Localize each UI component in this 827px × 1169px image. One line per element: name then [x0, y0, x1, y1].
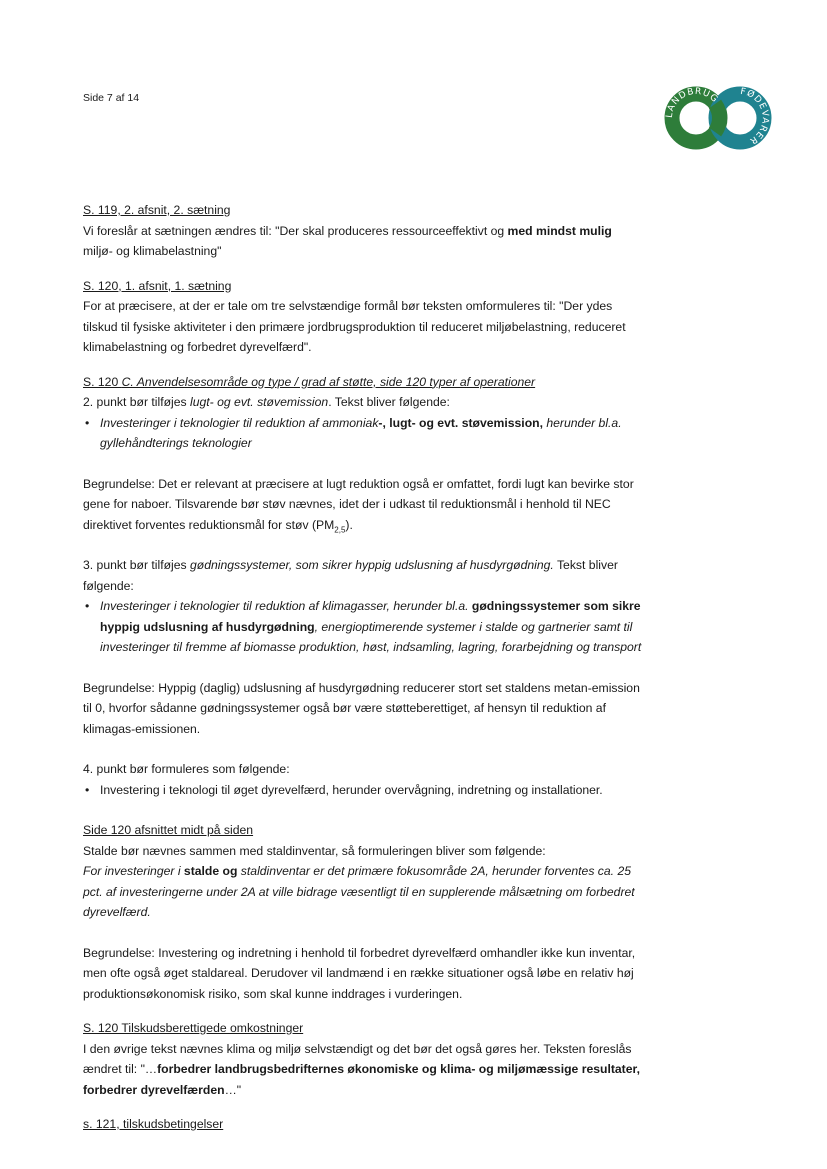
paragraph: Begrundelse: Det er relevant at præcisere at lugt reduktion også er omfattet, fordi lugt kan bevirke stor gene for naboer. Tilsvarende bør støv nævnes, idet der i udkast til reduktionsmål i henhold til NEC direktivet forventes reduktionsmål for støv $(PM_{2,5})$.	[83, 476, 634, 534]
section-heading: s. 121, tilskudsbetingelser	[83, 1117, 224, 1131]
paragraph: 3. punkt bør tilføjes gødningssystemer, som sikrer hyppig udslusning af husdyrgødning. Tekst bliver følgende:	[83, 558, 618, 593]
list-item: • Investeringer i teknologier til reduktion af ammoniak-, lugt- og evt. støvemission, herunder bl.a. gyllehåndterings teknologier	[83, 413, 643, 454]
section-heading: S. 120, 1. afsnit, 1. sætning	[83, 278, 232, 293]
list-item: • Investeringer i teknologier til reduktion af klimagasser, herunder bl.a. gødningssystemer som sikre hyppig udslusning af husdyrgødning, energioptimerende systemer i stalde og gartnerier samt til investeringer til fremme af biomasse produktion, høst, indsamling, lagring, forarbejdning og transport	[83, 596, 643, 658]
paragraph: 4. punkt bør formuleres som følgende:	[83, 762, 290, 776]
paragraph: Vi foreslår at sætningen ændres til: "Der skal produceres ressourceeffektivt og med mindst mulig miljø- og klimabelastning"	[83, 223, 612, 258]
section-heading: S. 120 Tilskudsberettigede omkostninger	[83, 1021, 304, 1035]
landbrug-foedevarer-logo	[660, 82, 776, 154]
logo-text-right: FØDEVARER	[739, 86, 770, 146]
paragraph: For at præcisere, at der er tale om tre selvstændige formål bør teksten omformuleres til: "Der ydes tilskud til fysiske aktiviteter i den primære jordbrugsproduktion til reduceret miljøbelastning, reduceret klimabelastning og forbedret dyrevelfærd".	[83, 299, 626, 354]
paragraph: 2. punkt bør tilføjes lugt- og evt. støvemission. Tekst bliver følgende:	[83, 395, 450, 409]
section-heading: S. 120 C. Anvendelsesområde og type / grad af støtte, side 120 typer af operationer	[83, 374, 536, 389]
paragraph: Begrundelse: Hyppig (daglig) udslusning af husdyrgødning reducerer stort set staldens metan-emission til 0, hvorfor sådanne gødningssystemer også bør være støtteberettiget, af hensyn til reduktion af klimagas-emissionen.	[83, 680, 640, 736]
page-number: Side 7 af 14	[83, 92, 140, 104]
list-item: • Investering i teknologi til øget dyrevelfærd, herunder overvågning, indretning og installationer.	[83, 780, 643, 801]
document-body	[83, 200, 643, 1135]
paragraph: I den øvrige tekst nævnes klima og miljø selvstændigt og det bør det også gøres her. Teksten foreslås ændret til: "…forbedrer landbrugsbedrifternes økonomiske og klima- og miljømæssige resultater, forbedrer dyrevelfærden…"	[83, 1041, 640, 1097]
section-heading: Side 120 afsnittet midt på siden	[83, 823, 254, 837]
paragraph: For investeringer i stalde og staldinventar er det primære fokusområde 2A, herunder forventes ca. 25 pct. af investeringerne under 2A at ville bidrage væsentligt til en supplerende målsætning om forbedret dyrevelfærd.	[83, 864, 635, 919]
section-heading: S. 119, 2. afsnit, 2. sætning	[83, 203, 231, 217]
paragraph: Begrundelse: Investering og indretning i henhold til forbedret dyrevelfærd omhandler ikke kun inventar, men ofte også øget staldareal. Derudover vil landmænd i en række situationer også løbe en relativ høj produktionsøkonomisk risiko, som skal kunne inddrages i vurderingen.	[83, 945, 636, 1001]
paragraph: Stalde bør nævnes sammen med staldinventar, så formuleringen bliver som følgende:	[83, 843, 546, 858]
logo-text-left: LANDBRUG	[664, 86, 720, 119]
